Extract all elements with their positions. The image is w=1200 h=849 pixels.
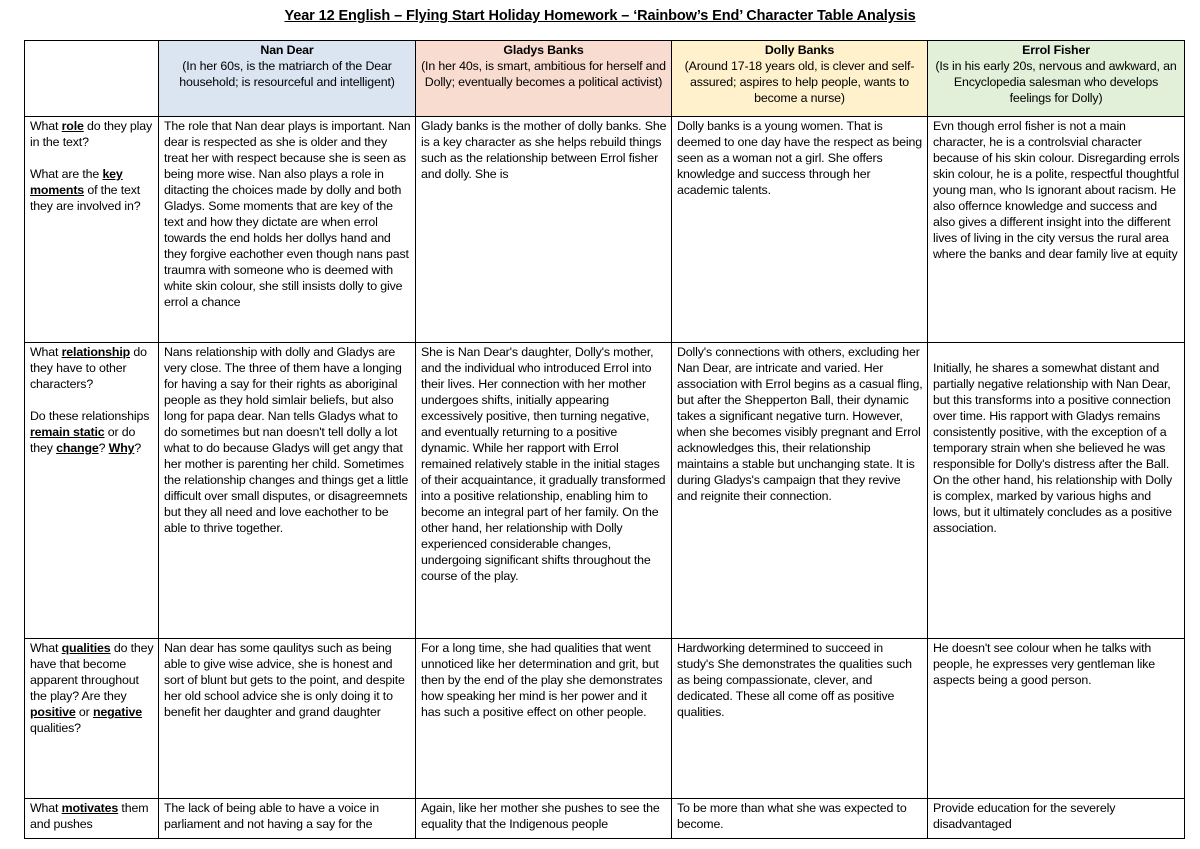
keyword: relationship: [61, 345, 131, 359]
keyword: motivates: [61, 801, 119, 815]
character-name: Gladys Banks: [503, 43, 584, 57]
keyword: role: [61, 119, 84, 133]
header-row: [25, 41, 1185, 117]
question-cell: What role do they play in the text? What are the key moments of the text they are involved in?: [25, 117, 159, 343]
answer-errol-fisher: Provide education for the severely disadvantaged: [928, 799, 1185, 839]
answer-errol-fisher: Initially, he shares a somewhat distant and partially negative relationship with Nan Dear, but this transforms into a positive connection over time. His rapport with Gladys remains consistently positive, with the exception of a temporary strain when she believed he was responsible for Dolly's distress after the Ball. On the other hand, his relationship with Dolly is complex, marked by various highs and lows, but it ultimately concludes as a positive association.: [928, 343, 1185, 639]
corner-cell: [25, 41, 159, 117]
answer-nan-dear: Nan dear has some qaulitys such as being able to give wise advice, she is honest and sort of blunt but gets to the point, and despite her old school advice she is only doing it to benefit her daughter and grand daughter: [159, 639, 416, 799]
character-description: (In her 60s, is the matriarch of the Dear household; is resourceful and intelligent): [179, 59, 395, 89]
row-motivates: [25, 799, 1185, 839]
answer-nan-dear: The lack of being able to have a voice in parliament and not having a say for the: [159, 799, 416, 839]
character-description: (Around 17-18 years old, is clever and self-assured; aspires to help people, wants to become a nurse): [684, 59, 915, 105]
answer-gladys-banks: Again, like her mother she pushes to see the equality that the Indigenous people: [416, 799, 672, 839]
header-errol-fisher: [928, 41, 1185, 117]
keyword: qualities: [61, 641, 111, 655]
row-relationship: [25, 343, 1185, 639]
character-name: Nan Dear: [260, 43, 314, 57]
header-dolly-banks: [672, 41, 928, 117]
row-qualities: [25, 639, 1185, 799]
character-description: (In her 40s, is smart, ambitious for herself and Dolly; eventually becomes a political activist): [421, 59, 666, 89]
keyword: Why: [108, 441, 135, 455]
answer-dolly-banks: To be more than what she was expected to become.: [672, 799, 928, 839]
character-name: Dolly Banks: [764, 43, 835, 57]
header-nan-dear: [159, 41, 416, 117]
answer-errol-fisher: He doesn't see colour when he talks with people, he expresses very gentleman like aspects being a good person.: [928, 639, 1185, 799]
question-cell: What relationship do they have to other characters? Do these relationships remain static or do they change? Why?: [25, 343, 159, 639]
keyword: remain static: [30, 425, 105, 439]
row-role: [25, 117, 1185, 343]
keyword: change: [56, 441, 99, 455]
header-gladys-banks: [416, 41, 672, 117]
keyword: negative: [92, 705, 143, 719]
answer-gladys-banks: She is Nan Dear's daughter, Dolly's mother, and the individual who introduced Errol into their lives. Her connection with her mother undergoes shifts, initially appearing excessively positive, then turning negative, and eventually returning to a positive dynamic. While her rapport with Errol remained relatively stable in the initial stages of their acquaintance, it gradually transformed into a positive relationship, enabling him to become an integral part of her family. On the other hand, her relationship with Dolly experienced considerable changes, undergoing significant shifts throughout the course of the play.: [416, 343, 672, 639]
answer-nan-dear: The role that Nan dear plays is important. Nan dear is respected as she is older and they treat her with respect because she is seen as being more wise. Nan also plays a role in ditacting the choices made by dolly and both Gladys. Some moments that are key of the text and how they dictate are when errol towards the end holds her dollys hand and they forgive eachother even though nans past traumra with someone who is deemed with white skin colour, she still insists dolly to give errol a chance: [159, 117, 416, 343]
page-title: Year 12 English – Flying Start Holiday Homework – ‘Rainbow’s End’ Character Table Analysis: [284, 8, 916, 24]
question-cell: What qualities do they have that become apparent throughout the play? Are they positive or negative qualities?: [25, 639, 159, 799]
answer-dolly-banks: Dolly banks is a young women. That is deemed to one day have the respect as being seen as a woman not a girl. She offers knowledge and success through her academic talents.: [672, 117, 928, 343]
question-cell: What motivates them and pushes: [25, 799, 159, 839]
answer-gladys-banks: For a long time, she had qualities that went unnoticed like her determination and grit, but then by the end of the play she demonstrates how speaking her mind is her power and it has such a positive effect on other people.: [416, 639, 672, 799]
keyword: positive: [30, 705, 76, 719]
answer-gladys-banks: Glady banks is the mother of dolly banks. She is a key character as she helps rebuild things such as the relationship between Errol fisher and dolly. She is: [416, 117, 672, 343]
answer-dolly-banks: Hardworking determined to succeed in study's She demonstrates the qualities such as being compassionate, clever, and dedicated. These all come off as positive qualities.: [672, 639, 928, 799]
answer-dolly-banks: Dolly's connections with others, excluding her Nan Dear, are intricate and varied. Her association with Errol begins as a casual fling, but after the Shepperton Ball, their dynamic takes a significant negative turn. However, when she becomes visibly pregnant and Errol acknowledges this, their relationship maintains a stable but unchanging state. It is during Gladys's campaign that they revive and reignite their connection.: [672, 343, 928, 639]
answer-errol-fisher: Evn though errol fisher is not a main character, he is a controlsvial character because of his skin colour. Disregarding errols skin colour, he is a polite, respectful thoughtful young man, who Is ignorant about racism. He also offernce knowledge and success and also gives a different insight into the different lives of living in the city versus the rural area where the banks and dear family live at equity: [928, 117, 1185, 343]
character-description: (Is in his early 20s, nervous and awkward, an Encyclopedia salesman who develops feelings for Dolly): [935, 59, 1177, 105]
character-table: [24, 40, 1185, 839]
answer-nan-dear: Nans relationship with dolly and Gladys are very close. The three of them have a longing for having a say for their rights as aboriginal people as they hold simlair beliefs, but also long for papa dear. Nan tells Gladys what to do sometimes but nan doesn't tell dolly a lot what to do because Gladys will get angy that her mother is parenting her child. Sometimes the relationship changes and things get a little difficult over small disputes, or disagreemnets but they all need and love eachother to be able to thrive together.: [159, 343, 416, 639]
character-name: Errol Fisher: [1022, 43, 1090, 57]
keyword: key moments: [30, 167, 123, 197]
